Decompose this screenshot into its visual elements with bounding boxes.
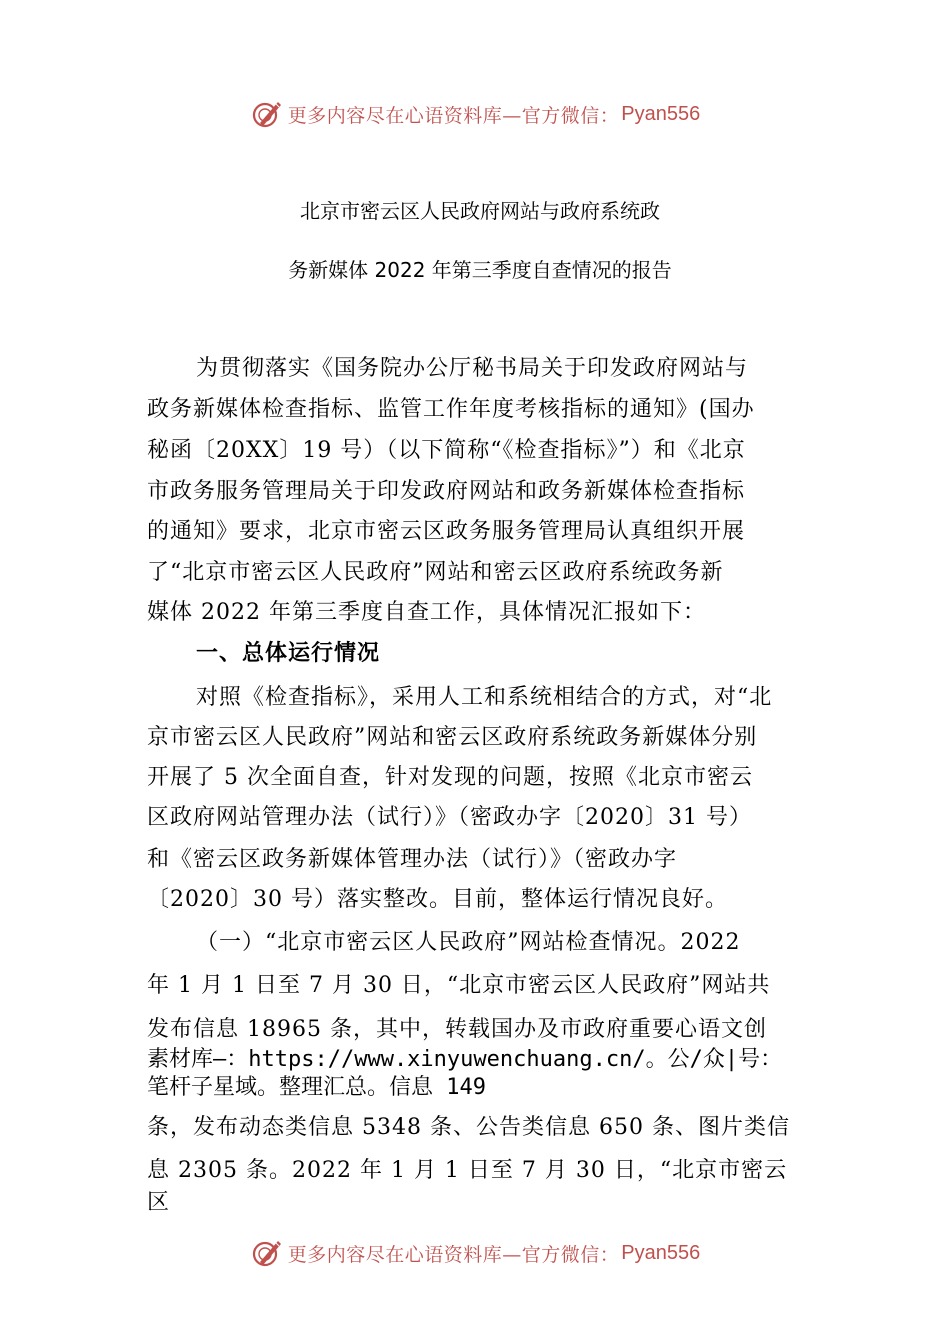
body-line: 开展了 5 次全面自查，针对发现的问题，按照《北京市密云 bbox=[147, 765, 753, 790]
body-line: 了“北京市密云区人民政府”网站和密云区政府系统政务新 bbox=[147, 560, 724, 585]
body-line: 为贯彻落实《国务院办公厅秘书局关于印发政府网站与 bbox=[196, 356, 749, 381]
body-line: 和《密云区政务新媒体管理办法（试行）》（密政办字 bbox=[147, 847, 678, 872]
body-line: 素材库—：https://www.xinyuwenchuang.cn/。公/众|号： bbox=[147, 1047, 783, 1072]
watermark-footer bbox=[0, 1233, 950, 1273]
pen-logo-icon bbox=[250, 97, 284, 131]
watermark-text: 更多内容尽在心语资料库—官方微信： bbox=[287, 104, 620, 127]
body-line: 区 bbox=[147, 1190, 171, 1215]
body-line: 秘函〔20XX〕19 号）（以下简称“《检查指标》”）和《北京 bbox=[147, 438, 746, 463]
body-line: 〔2020〕30 号）落实整改。目前，整体运行情况良好。 bbox=[147, 887, 728, 912]
body-line: 政务新媒体检查指标、监管工作年度考核指标的通知》(国办 bbox=[147, 397, 755, 422]
body-line: 媒体 2022 年第三季度自查工作，具体情况汇报如下： bbox=[147, 600, 706, 625]
body-line: 息 2305 条。2022 年 1 月 1 日至 7 月 30 日，“北京市密云 bbox=[147, 1158, 788, 1183]
body-line: 京市密云区人民政府”网站和密云区政府系统政务新媒体分别 bbox=[147, 725, 758, 750]
title-line-1: 北京市密云区人民政府网站与政府系统政 bbox=[300, 199, 660, 223]
watermark-header bbox=[0, 94, 950, 134]
body-line: 笔杆子星域。整理汇总。信息 149 bbox=[147, 1075, 486, 1100]
body-line: 发布信息 18965 条，其中，转载国办及市政府重要心语文创 bbox=[147, 1017, 767, 1042]
section-heading: 一、总体运行情况 bbox=[196, 641, 381, 666]
pen-logo-icon bbox=[250, 1236, 284, 1270]
body-line: 的通知》要求，北京市密云区政务服务管理局认真组织开展 bbox=[147, 519, 746, 544]
body-line: 对照《检查指标》，采用人工和系统相结合的方式，对“北 bbox=[196, 685, 773, 710]
watermark-wechat-id: Pyan556 bbox=[621, 102, 701, 125]
watermark-wechat-id: Pyan556 bbox=[621, 1241, 701, 1264]
title-line-2: 务新媒体 2022 年第三季度自查情况的报告 bbox=[288, 258, 672, 282]
body-line: 区政府网站管理办法（试行）》（密政办字〔2020〕31 号） bbox=[147, 805, 752, 830]
body-line: 条，发布动态类信息 5348 条、公告类信息 650 条、图片类信 bbox=[147, 1115, 790, 1140]
document-title bbox=[130, 182, 830, 300]
watermark-text: 更多内容尽在心语资料库—官方微信： bbox=[287, 1243, 620, 1266]
body-line: 市政务服务管理局关于印发政府网站和政务新媒体检查指标 bbox=[147, 479, 746, 504]
body-line: 年 1 月 1 日至 7 月 30 日，“北京市密云区人民政府”网站共 bbox=[147, 973, 771, 998]
subsection-line: （一）“北京市密云区人民政府”网站检查情况。2022 bbox=[196, 930, 741, 955]
